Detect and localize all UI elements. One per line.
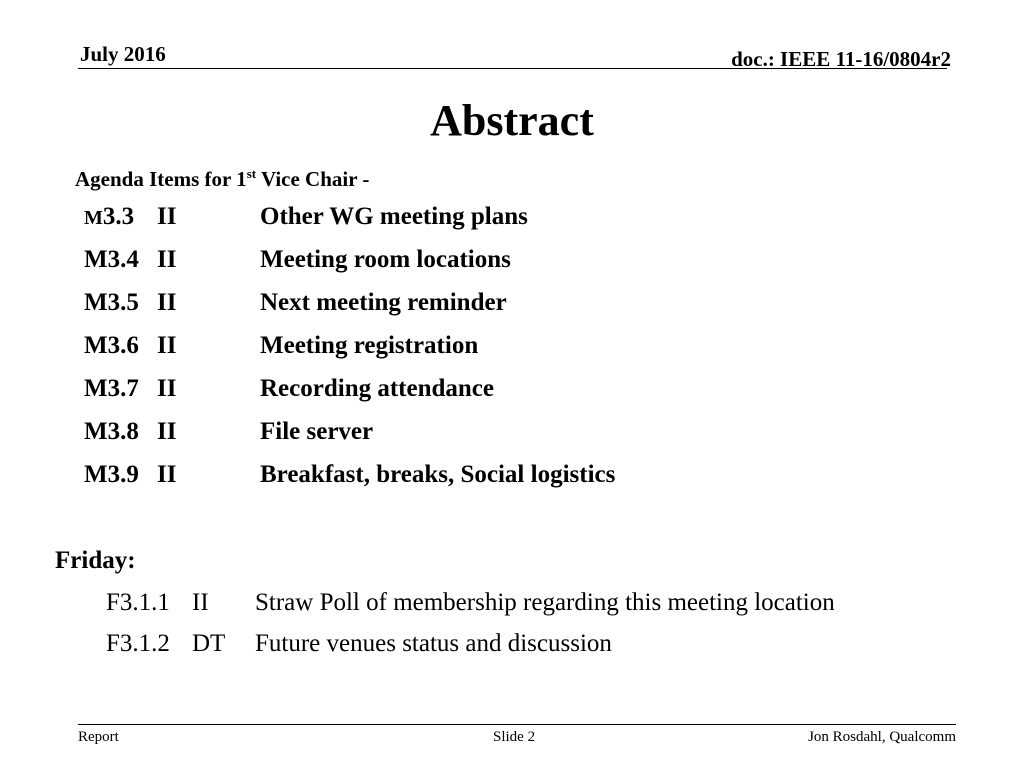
friday-item-desc: Straw Poll of membership regarding this meeting location [255, 589, 835, 616]
agenda-item [84, 289, 784, 332]
agenda-item [84, 246, 784, 289]
agenda-item [84, 375, 784, 418]
agenda-item-status: II [157, 461, 177, 488]
footer-divider [78, 724, 956, 725]
agenda-item-id-number: 3.3 [102, 203, 135, 230]
header-doc-id: doc.: IEEE 11-16/0804r2 [731, 47, 951, 71]
agenda-item-desc: File server [260, 418, 374, 445]
agenda-item-status: II [157, 246, 177, 273]
header-date: July 2016 [80, 42, 166, 66]
slide-title: Abstract [430, 96, 594, 145]
friday-item [106, 589, 966, 630]
agenda-item-desc: Other WG meeting plans [260, 203, 528, 230]
footer-author: Jon Rosdahl, Qualcomm [808, 729, 956, 745]
friday-item-status: DT [192, 630, 226, 657]
agenda-item-status: II [157, 375, 177, 402]
friday-heading: Friday: [55, 547, 136, 574]
agenda-item-id: M3.4 [84, 246, 139, 273]
friday-item-status: II [192, 589, 209, 616]
friday-item-id: F3.1.1 [106, 589, 170, 616]
agenda-item-desc: Meeting registration [260, 332, 479, 359]
agenda-item-id: M3.7 [84, 375, 139, 402]
agenda-item-id-letter: M [84, 207, 103, 229]
agenda-item [84, 418, 784, 461]
agenda-item [84, 332, 784, 375]
agenda-item-status: II [157, 289, 177, 316]
friday-item [106, 630, 966, 671]
friday-item-id: F3.1.2 [106, 630, 170, 657]
agenda-item-status: II [157, 332, 177, 359]
agenda-heading-suffix: Vice Chair - [256, 167, 370, 191]
agenda-item-id [84, 203, 134, 231]
agenda-heading-sup: st [246, 166, 257, 181]
agenda-heading [75, 167, 369, 192]
agenda-item-status: II [157, 203, 177, 230]
friday-list [106, 589, 966, 671]
agenda-item-desc: Meeting room locations [260, 246, 511, 273]
agenda-item-id: M3.5 [84, 289, 139, 316]
footer-left: Report [78, 729, 119, 745]
friday-item-desc: Future venues status and discussion [255, 630, 612, 657]
agenda-list [84, 203, 784, 504]
agenda-item-id: M3.9 [84, 461, 139, 488]
header-divider [78, 68, 947, 69]
agenda-item-id: M3.6 [84, 332, 139, 359]
agenda-item-desc: Next meeting reminder [260, 289, 507, 316]
agenda-item [84, 203, 784, 246]
agenda-item [84, 461, 784, 504]
agenda-heading-prefix: Agenda Items for 1 [75, 167, 247, 191]
agenda-item-id: M3.8 [84, 418, 139, 445]
agenda-item-status: II [157, 418, 177, 445]
agenda-item-desc: Breakfast, breaks, Social logistics [260, 461, 616, 488]
footer-slide-number: Slide 2 [493, 729, 536, 745]
agenda-item-desc: Recording attendance [260, 375, 494, 402]
